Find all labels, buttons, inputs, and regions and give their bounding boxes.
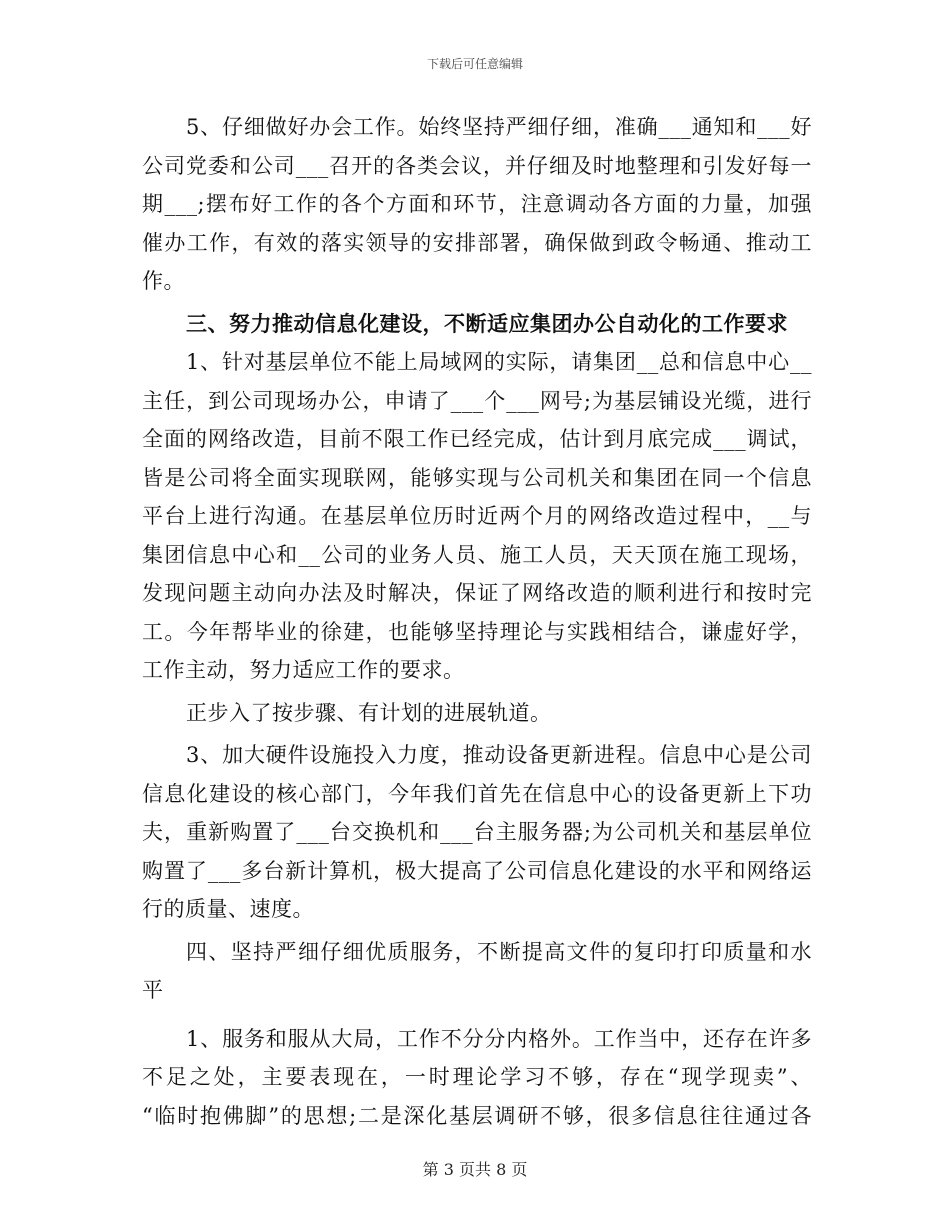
paragraph-line: 公司党委和公司___召开的各类会议，并仔细及时地整理和引发好每一 <box>142 153 812 178</box>
paragraph-line: 集团信息中心和__公司的业务人员、施工人员，天天顶在施工现场， <box>142 542 812 567</box>
paragraph-line: 购置了___多台新计算机，极大提高了公司信息化建设的水平和网络运 <box>142 858 812 883</box>
paragraph-line: 5、仔细做好办会工作。始终坚持严细仔细，准确___通知和___好 <box>186 115 812 139</box>
paragraph-line: “临时抱佛脚”的思想;二是深化基层调研不够，很多信息往往通过各 <box>142 1103 812 1128</box>
page-number: 第 3 页共 8 页 <box>422 1160 528 1179</box>
paragraph-line: 催办工作，有效的落实领导的安排部署，确保做到政令畅通、推动工 <box>142 230 812 255</box>
paragraph-line: 正步入了按步骤、有计划的进展轨道。 <box>186 700 552 725</box>
document-body <box>142 108 812 1135</box>
section-heading: 三、努力推动信息化建设，不断适应集团办公自动化的工作要求 <box>186 310 788 336</box>
paragraph-line: 1、针对基层单位不能上局域网的实际，请集团__总和信息中心__ <box>186 350 812 374</box>
paragraph-line: 1、服务和服从大局，工作不分分内格外。工作当中，还存在许多 <box>186 1026 812 1051</box>
paragraph-line: 行的质量、速度。 <box>142 897 314 921</box>
section-heading: 平 <box>142 978 164 1002</box>
paragraph-line: 工作主动，努力适应工作的要求。 <box>142 658 465 682</box>
paragraph-line: 夫，重新购置了___台交换机和___台主服务器;为公司机关和基层单位 <box>142 820 812 844</box>
paragraph-line: 信息化建设的核心部门，今年我们首先在信息中心的设备更新上下功 <box>142 781 812 806</box>
paragraph-line: 工。今年帮毕业的徐建，也能够坚持理论与实践相结合，谦虚好学， <box>142 619 812 644</box>
paragraph-line: 作。 <box>142 269 185 293</box>
paragraph-line: 全面的网络改造，目前不限工作已经完成，估计到月底完成___调试， <box>142 427 812 451</box>
paragraph-line: 3、加大硬件设施投入力度，推动设备更新进程。信息中心是公司 <box>186 743 812 767</box>
paragraph-line: 不足之处，主要表现在，一时理论学习不够，存在“现学现卖”、 <box>142 1065 812 1089</box>
section-heading: 四、坚持严细仔细优质服务，不断提高文件的复印打印质量和水 <box>186 939 812 964</box>
paragraph-line: 皆是公司将全面实现联网，能够实现与公司机关和集团在同一个信息 <box>142 465 812 490</box>
page-header: 下载后可任意编辑 <box>426 57 523 71</box>
paragraph-line: 平台上进行沟通。在基层单位历时近两个月的网络改造过程中，__与 <box>142 504 812 528</box>
paragraph-line: 发现问题主动向办法及时解决，保证了网络改造的顺利进行和按时完 <box>142 581 812 605</box>
paragraph-line: 期___;摆布好工作的各个方面和环节，注意调动各方面的力量，加强 <box>142 192 812 216</box>
paragraph-line: 主任，到公司现场办公，申请了___个___网号;为基层铺设光缆，进行 <box>142 388 812 413</box>
